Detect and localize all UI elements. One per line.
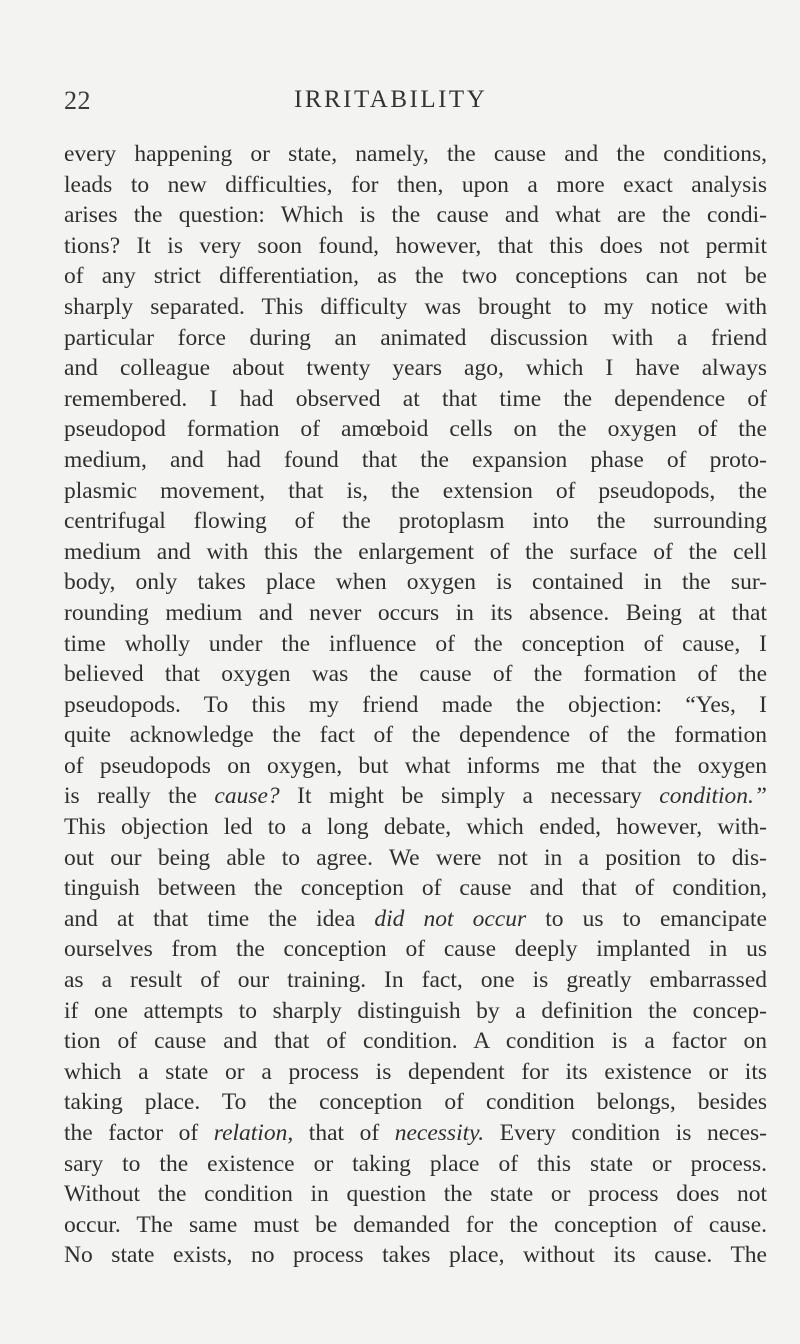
text-run: tion of cause and that of condition. A condition is a factor on (64, 1028, 767, 1055)
text-run: that of (293, 1120, 395, 1146)
running-head (64, 86, 764, 120)
text-line (64, 384, 767, 415)
text-run: tions? It is very soon found, however, that this does not permit (64, 232, 767, 259)
text-run: body, only takes place when oxygen is contained in the sur- (64, 569, 767, 596)
text-run: medium, and had found that the expansion phase of proto- (64, 446, 767, 473)
text-run: medium and with this the enlargement of the surface of the cell (64, 538, 767, 565)
text-line (64, 751, 767, 782)
text-run: sary to the existence or taking place of this state or process. (64, 1150, 767, 1177)
italic-phrase: condition.” (659, 783, 767, 810)
text-run: occur. The same must be demanded for the conception of cause. (64, 1211, 767, 1238)
text-run: Every condition is neces- (484, 1120, 767, 1146)
text-line (64, 353, 767, 384)
text-line (64, 200, 767, 231)
text-line (64, 139, 767, 170)
text-line (64, 598, 767, 629)
italic-phrase: cause? (214, 783, 280, 810)
text-run: Without the condition in question the state or process does not (64, 1181, 767, 1208)
text-run: pseudopod formation of amœboid cells on the oxygen of the (64, 416, 767, 443)
text-run: tinguish between the conception of cause and that of condition, (64, 875, 767, 902)
text-line (64, 812, 767, 843)
text-line (64, 781, 767, 812)
text-line (64, 720, 767, 751)
text-run: believed that oxygen was the cause of the formation of the (64, 661, 767, 688)
italic-phrase: necessity. (394, 1120, 485, 1146)
running-title: IRRITABILITY (294, 86, 488, 113)
text-line (64, 1087, 767, 1118)
text-run: every happening or state, namely, the cause and the conditions, (64, 141, 767, 167)
text-line (64, 1026, 767, 1057)
text-run: taking place. To the conception of condition belongs, besides (64, 1089, 767, 1116)
text-run: as a result of our training. In fact, one is greatly embarrassed (64, 967, 767, 994)
text-run: This objection led to a long debate, which ended, however, with- (64, 814, 767, 841)
text-line (64, 476, 767, 507)
text-line (64, 934, 767, 965)
text-run: the factor of (64, 1120, 214, 1146)
text-run: if one attempts to sharply distinguish by a definition the concep- (64, 997, 767, 1024)
text-line (64, 567, 767, 598)
text-run: It might be simply a necessary (279, 783, 660, 810)
body-paragraph (64, 139, 767, 1271)
text-line (64, 1240, 767, 1271)
text-line (64, 292, 767, 323)
text-run: time wholly under the influence of the conception of cause, I (64, 630, 767, 657)
text-line (64, 445, 767, 476)
text-line (64, 1179, 767, 1210)
text-line (64, 965, 767, 996)
text-line (64, 261, 767, 292)
text-run: and at that time the idea (64, 905, 375, 932)
text-run: rounding medium and never occurs in its absence. Being at that (64, 599, 767, 626)
text-run: ourselves from the conception of cause deeply implanted in us (64, 936, 767, 963)
text-run: No state exists, no process takes place, without its cause. The (64, 1242, 767, 1269)
text-run: of any strict differentiation, as the two conceptions can not be (64, 263, 767, 290)
text-line (64, 659, 767, 690)
italic-phrase: did not occur (374, 905, 527, 932)
text-line (64, 323, 767, 354)
text-run: plasmic movement, that is, the extension of pseudopods, the (64, 477, 767, 504)
text-run: of pseudopods on oxygen, but what informs me that the oxygen (64, 752, 767, 779)
text-run: remembered. I had observed at that time the dependence of (64, 385, 767, 412)
text-line (64, 170, 767, 201)
text-line (64, 1118, 767, 1149)
text-line (64, 1057, 767, 1088)
text-run: leads to new difficulties, for then, upon a more exact analysis (64, 171, 767, 198)
page-number: 22 (64, 86, 91, 115)
text-line (64, 873, 767, 904)
text-run: particular force during an animated discussion with a friend (64, 324, 767, 351)
text-line (64, 690, 767, 721)
text-line (64, 1210, 767, 1241)
text-line (64, 629, 767, 660)
text-run: out our being able to agree. We were not in a position to dis- (64, 844, 767, 871)
text-line (64, 506, 767, 537)
text-line (64, 414, 767, 445)
text-line (64, 231, 767, 262)
text-run: centrifugal flowing of the protoplasm into the surrounding (64, 508, 767, 535)
text-line (64, 843, 767, 874)
text-run: arises the question: Which is the cause and what are the condi- (64, 202, 767, 229)
text-run: sharply separated. This difficulty was brought to my notice with (64, 293, 767, 320)
text-run: to us to emancipate (526, 905, 767, 932)
text-run: is really the (64, 783, 215, 810)
text-run: and colleague about twenty years ago, which I have always (64, 355, 767, 382)
text-run: quite acknowledge the fact of the dependence of the formation (64, 722, 767, 749)
text-run: which a state or a process is dependent for its existence or its (64, 1058, 767, 1085)
italic-phrase: relation, (213, 1120, 294, 1146)
text-line (64, 1149, 767, 1180)
text-line (64, 904, 767, 935)
text-line (64, 537, 767, 568)
text-line (64, 996, 767, 1027)
text-run: pseudopods. To this my friend made the objection: “Yes, I (64, 691, 767, 718)
